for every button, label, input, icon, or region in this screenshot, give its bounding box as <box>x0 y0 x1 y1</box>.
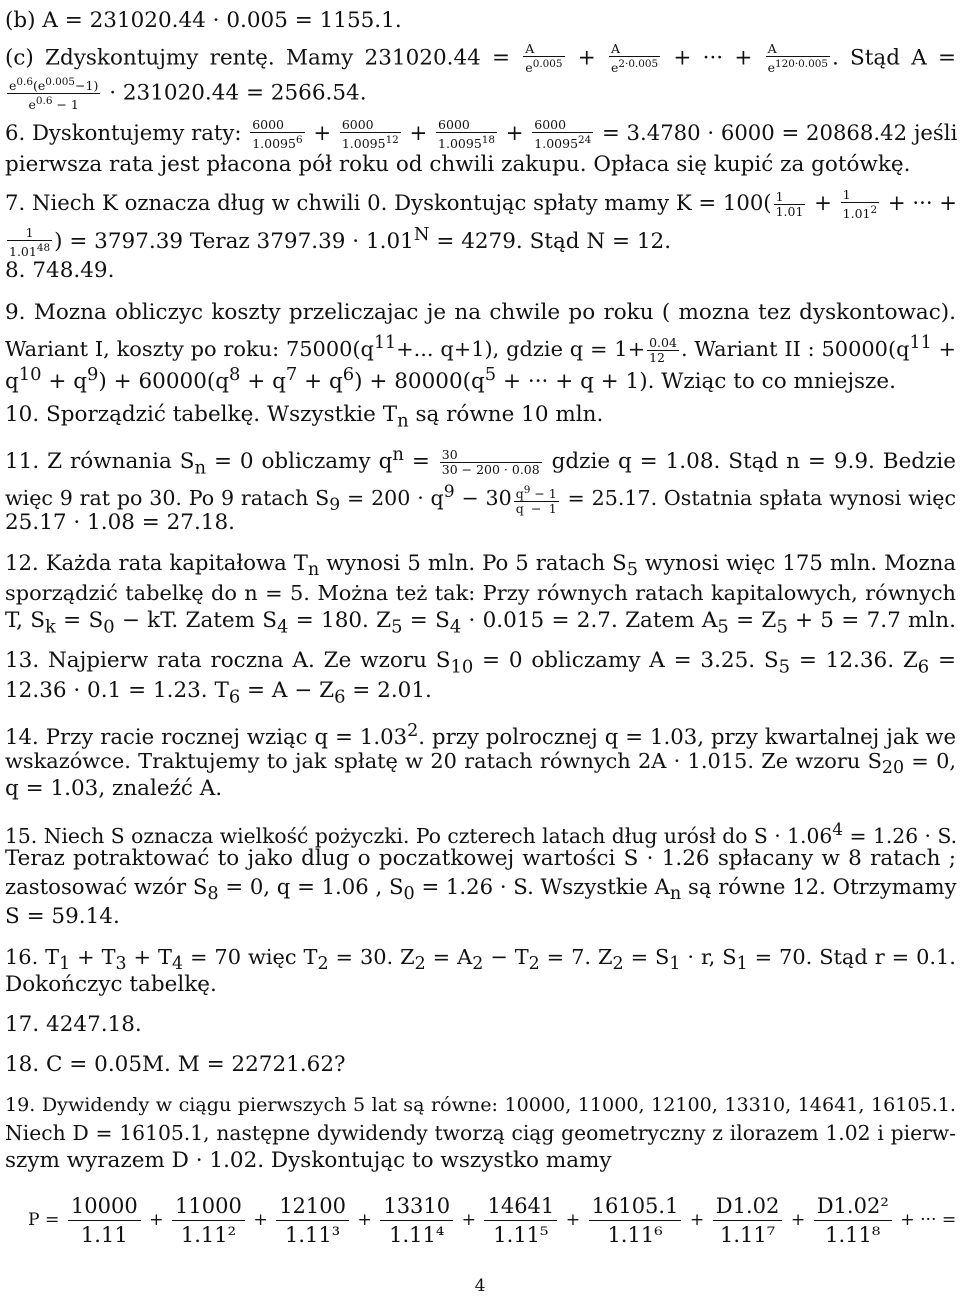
frac-7c: $\frac{1}{1.01^{48}}$ <box>9 224 51 259</box>
line-12c: T, $S_k = S_0$ − kT. Zatem $S_4 = 180$. $Z_5 = S_4 \cdot 0.015 = 2.7$. Zatem $A_5 = Z_5 + 5 = 7.7$ mln. <box>5 608 956 638</box>
line-16b: Dokończyc tabelkę. <box>5 972 217 997</box>
equation-term: $\frac{\text{D1.02²}}{\text{1.11⁸}}$ <box>814 1192 892 1249</box>
line-11b: więc 9 rat po 30. Po 9 ratach $S_9 = 200 \cdot q^9 - 30$ $\frac{q^9 - 1}{q - 1}$ = 25.17. Ostatnia spłata wynosi więc <box>5 482 957 516</box>
line-15d: S = 59.14. <box>5 904 120 929</box>
equation-term: $\frac{13310}{\text{1.11⁴}}$ <box>380 1192 453 1249</box>
line-7a: 7. Niech K oznacza dług w chwili 0. Dyskontując spłaty mamy K = 100( $\frac{1}{1.01}$ + $\frac{1}{1.01^2}$ + ··· + <box>5 187 958 222</box>
line-c: (c) Zdyskontujmy rentę. Mamy 231020.44 = $\frac{A}{e^{0.005}}$ + $\frac{A}{e^{2\cdot 0.005}}$ + ··· + $\frac{A}{e^{120\cdot 0.005}}$ . Stąd A = <box>5 41 956 76</box>
line-11a: 11. Z równania $S_n = 0$ obliczamy $q^n$ = $\frac{30}{30 - 200 \cdot 0.08}$ gdzie q = 1.08. Stąd n = 9.9. Bedzie <box>5 444 956 479</box>
frac-c: $\frac{e^{0.6}(e^{0.005}-1)}{e^{0.6} - 1}$ <box>9 76 99 113</box>
line-14b: wskazówce. Traktujemy to jak spłatę w 20 ratach równych 2A · 1.015. Ze wzoru $S_{20} = 0$, <box>5 749 957 779</box>
line-12a: 12. Każda rata kapitałowa $T_n$ wynosi 5 mln. Po 5 ratach $S_5$ wynosi więc 175 mln. Mozna <box>5 550 956 581</box>
frac-11b: $\frac{q^9 - 1}{q - 1}$ <box>515 483 557 516</box>
frac-9: $\frac{0.04}{12}$ <box>649 334 677 365</box>
equation-term: $\frac{12100}{\text{1.11³}}$ <box>276 1192 349 1249</box>
line-19c: szym wyrazem D · 1.02. Dyskontując to wszystko mamy <box>5 1148 612 1173</box>
line-9b: Wariant I, koszty po roku: $75000(q^{11}+$... q+1), gdzie q = 1+ $\frac{0.04}{12}$ . Wariant II : $50000(q^{11}$ + <box>5 333 956 365</box>
equation-P: P = $\frac{10000}{1.11}$ + $\frac{11000}{\text{1.11²}}$ + $\frac{12100}{\text{1.11³}}$ + $\frac{13310}{\text{1.11⁴}}$ + $\frac{14641}{\text{1.11⁵}}$ + $\frac{16105.1}{\text{1.11⁶}}$ + $\frac{D1.02}{\text{1.11⁷}}$ + $\frac{\text{D1.02²}}{\text{1.11⁸}}$ + ··· = <box>28 1194 957 1247</box>
equation-term: $\frac{D1.02}{\text{1.11⁷}}$ <box>713 1192 783 1249</box>
line-c2: $\frac{e^{0.6}(e^{0.005}-1)}{e^{0.6} - 1}$ · 231020.44 = 2566.54. <box>9 76 367 113</box>
line-19a: 19. Dywidendy w ciągu pierwszych 5 lat są równe: 10000, 11000, 12100, 13310, 14641, 16105.1. <box>5 1093 956 1116</box>
line-6b: pierwsza rata jest płacona pół roku od chwili zakupu. Opłaca się kupić za gotówkę. <box>5 152 911 177</box>
line-16a: 16. $T_1 + T_3 + T_4 = 70$ więc $T_2 = 30$. $Z_2 = A_2 - T_2 = 7$. $Z_2 = S_1 \cdot r$, $S_1 = 70$. Stąd r = 0.1. <box>5 945 956 975</box>
equation-term: $\frac{16105.1}{\text{1.11⁶}}$ <box>589 1192 682 1249</box>
line-15a: 15. Niech S oznacza wielkość pożyczki. Po czterech latach dług urósł do $S \cdot 1.06^4 = 1.26 \cdot S$. <box>5 819 958 848</box>
frac-6d: $\frac{6000}{1.0095^{24}}$ <box>534 117 592 152</box>
line-6a: 6. Dyskontujemy raty: $\frac{6000}{1.0095^6}$ + $\frac{6000}{1.0095^{12}}$ + $\frac{6000}{1.0095^{18}}$ + $\frac{6000}{1.0095^{24}}$ = 3.4780 · 6000 = 20868.42 jeśli <box>5 117 958 152</box>
frac-6c: $\frac{6000}{1.0095^{18}}$ <box>438 117 496 152</box>
line-13b: 12.36 · 0.1 = 1.23. $T_6 = A - Z_6 = 2.01$. <box>5 678 432 708</box>
equation-lhs: P = <box>28 1210 60 1230</box>
line-9a: 9. Mozna obliczyc koszty przeliczajac je na chwile po roku ( mozna tez dyskontowac). <box>5 300 956 325</box>
line-14a: 14. Przy racie rocznej wziąc $q = 1.03^2$. przy polrocznej q = 1.03, przy kwartalnej jak we <box>5 721 957 750</box>
page-number: 4 <box>474 1276 486 1296</box>
line-17: 17. 4247.18. <box>5 1012 142 1037</box>
equation-term: $\frac{10000}{1.11}$ <box>68 1192 141 1249</box>
frac-a3: $\frac{A}{e^{120\cdot 0.005}}$ <box>767 41 828 76</box>
frac-7a: $\frac{1}{1.01}$ <box>775 189 804 220</box>
line-12b: sporządzić tabelkę do n = 5. Można też tak: Przy równych ratach kapitalowych, równych <box>5 581 956 605</box>
line-8: 8. 748.49. <box>5 258 115 283</box>
line-13a: 13. Najpierw rata roczna A. Ze wzoru $S_{10} = 0$ obliczamy A = 3.25. $S_5 = 12.36$. $Z_6$ = <box>5 648 956 678</box>
line-14c: q = 1.03, znaleźć A. <box>5 776 223 801</box>
equation-term: $\frac{11000}{\text{1.11²}}$ <box>172 1192 245 1249</box>
line-15b: Teraz potraktować to jako dlug o poczatkowej wartości S · 1.26 spłacany w 8 ratach ; <box>5 846 956 871</box>
line-15c: zastosować wzór $S_8 = 0$, q = 1.06 , $S_0 = 1.26 \cdot S$. Wszystkie $A_n$ są równe 12. Otrzymamy <box>5 874 957 905</box>
frac-a1: $\frac{A}{e^{0.005}}$ <box>525 41 563 76</box>
line-18: 18. C = 0.05M. M = 22721.62? <box>5 1052 346 1077</box>
line-10: 10. Sporządzić tabelkę. Wszystkie $T_n$ są równe 10 mln. <box>5 402 604 432</box>
equation-term: $\frac{14641}{\text{1.11⁵}}$ <box>484 1192 557 1249</box>
frac-6a: $\frac{6000}{1.0095^6}$ <box>252 117 303 152</box>
frac-a2: $\frac{A}{e^{2\cdot 0.005}}$ <box>610 41 659 76</box>
frac-7b: $\frac{1}{1.01^2}$ <box>842 187 878 222</box>
line-7b: $\frac{1}{1.01^{48}}$ ) = 3797.39 Teraz $3797.39 \cdot 1.01^N = 4279$. Stąd N = 12. <box>9 224 672 259</box>
line-b: (b) A = 231020.44 · 0.005 = 1155.1. <box>5 8 402 33</box>
equation-tail: + ··· = <box>900 1210 957 1230</box>
frac-6b: $\frac{6000}{1.0095^{12}}$ <box>341 117 399 152</box>
frac-11a: $\frac{30}{30 - 200 \cdot 0.08}$ <box>441 446 540 477</box>
line-9c: $q^{10} + q^9) + 60000(q^8 + q^7 + q^6) + 80000(q^5$ + ··· + q + 1). Wziąc to co mniejsze. <box>5 364 896 395</box>
line-19b: Niech D = 16105.1, następne dywidendy tworzą ciąg geometryczny z ilorazem 1.02 i pierw- <box>5 1121 956 1145</box>
line-11c: 25.17 · 1.08 = 27.18. <box>5 510 235 535</box>
